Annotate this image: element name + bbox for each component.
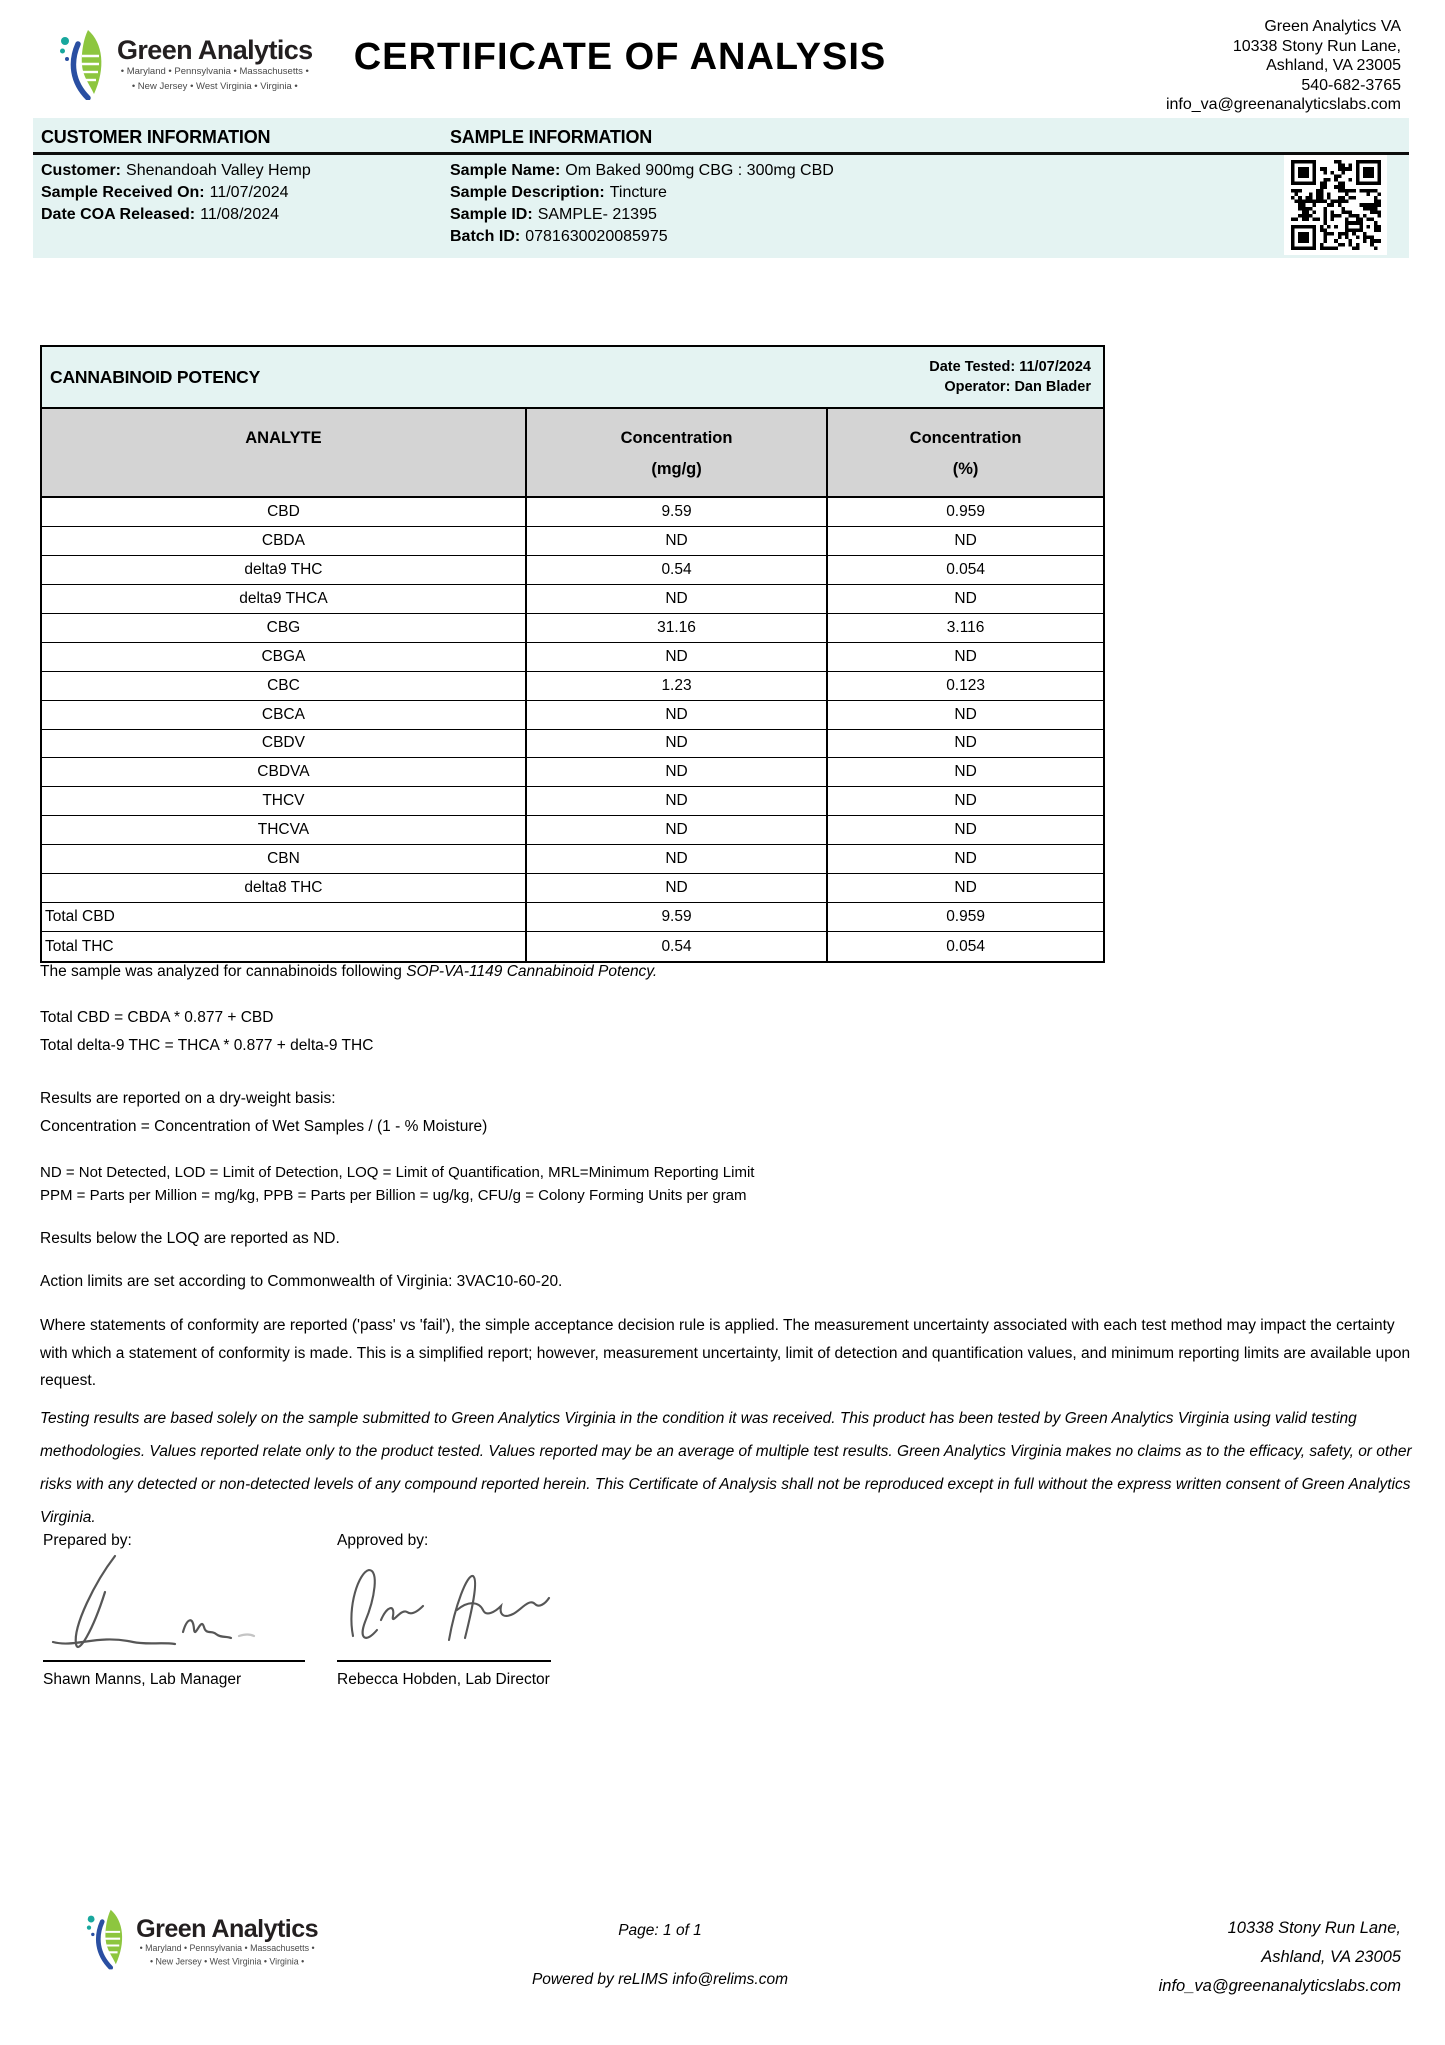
analyte-cell: CBC	[42, 672, 527, 700]
table-row	[42, 701, 1103, 730]
concentration-pct-cell: ND	[954, 647, 977, 665]
concentration-pct-cell: ND	[954, 589, 977, 607]
field-label: Sample Received On:	[41, 184, 205, 201]
potency-table-header	[42, 347, 1103, 409]
concentration-mg-cell: 31.16	[527, 614, 828, 642]
customer-info-heading: CUSTOMER INFORMATION	[41, 127, 271, 147]
concentration-pct-cell: 3.116	[946, 618, 985, 636]
concentration-pct-cell: ND	[954, 763, 977, 781]
field-label: Date COA Released:	[41, 206, 196, 223]
dna-leaf-logo-icon	[85, 1908, 130, 1969]
approved-by-label: Approved by:	[337, 1532, 429, 1549]
approved-by-block	[337, 1532, 551, 1689]
table-row	[42, 643, 1103, 672]
column-header-text: Concentration	[909, 429, 1022, 447]
sample-field	[450, 182, 834, 204]
concentration-mg-cell: 1.23	[527, 672, 828, 700]
field-label: Customer:	[41, 162, 122, 179]
column-header-analyte: ANALYTE	[42, 409, 527, 496]
table-row	[42, 758, 1103, 787]
customer-field	[41, 204, 450, 226]
operator-value: Dan Blader	[1014, 379, 1091, 395]
signature-shawn-manns-icon	[43, 1552, 283, 1660]
column-header-concentration-mg	[527, 409, 828, 496]
total-formulas	[40, 1004, 1412, 1060]
field-value: 11/07/2024	[209, 184, 289, 201]
action-limits-note: Action limits are set according to Commonwealth of Virginia: 3VAC10-60-20.	[40, 1273, 563, 1290]
dry-weight-line2: Concentration = Concentration of Wet Samples / (1 - % Moisture)	[40, 1118, 488, 1135]
concentration-pct-cell: ND	[954, 531, 977, 549]
analyte-cell: CBCA	[42, 701, 527, 729]
dna-leaf-logo-icon	[58, 28, 110, 100]
table-row	[42, 903, 1103, 932]
total-thc-formula: Total delta-9 THC = THCA * 0.877 + delta-9 THC	[40, 1037, 374, 1054]
prepared-by-signature	[43, 1550, 305, 1660]
date-tested-line	[929, 357, 1091, 377]
table-row	[42, 932, 1103, 961]
potency-test-meta	[929, 357, 1091, 397]
method-sop-reference: SOP-VA-1149 Cannabinoid Potency.	[406, 963, 658, 980]
prepared-by-label: Prepared by:	[43, 1532, 132, 1549]
sample-field	[450, 226, 834, 248]
abbreviations-line2: PPM = Parts per Million = mg/kg, PPB = Parts per Billion = ug/kg, CFU/g = Colony Forming Units per gram	[40, 1186, 747, 1204]
lab-phone: 540-682-3765	[1301, 76, 1401, 94]
concentration-mg-cell: 9.59	[527, 498, 828, 526]
logo-regions-line2: • New Jersey • West Virginia • Virginia •	[131, 80, 298, 92]
lab-email: info_va@greenanalyticslabs.com	[1165, 96, 1401, 113]
analyte-cell: CBDV	[42, 730, 527, 758]
footer-address-line1: 10338 Stony Run Lane,	[1227, 1919, 1401, 1937]
footer-center	[420, 1922, 900, 1989]
concentration-pct-cell: ND	[954, 705, 977, 723]
analyte-cell: delta9 THCA	[42, 585, 527, 613]
field-label: Sample Name:	[450, 162, 561, 179]
table-row	[42, 527, 1103, 556]
table-row	[42, 845, 1103, 874]
field-value: Om Baked 900mg CBG : 300mg CBD	[565, 162, 834, 179]
field-value: Tincture	[609, 184, 667, 201]
logo-regions-line1: • Maryland • Pennsylvania • Massachusetts •	[139, 1943, 315, 1954]
analyte-cell: Total CBD	[42, 903, 527, 931]
dry-weight-note	[40, 1085, 1412, 1141]
concentration-mg-cell: 0.54	[527, 932, 828, 961]
table-row	[42, 585, 1103, 614]
analyte-cell: CBG	[42, 614, 527, 642]
customer-info-fields	[41, 160, 450, 248]
field-label: Batch ID:	[450, 228, 521, 245]
concentration-mg-cell: 0.54	[527, 556, 828, 584]
qr-code	[1284, 155, 1387, 255]
approved-by-signature	[337, 1550, 551, 1660]
concentration-mg-cell: 9.59	[527, 903, 828, 931]
table-row	[42, 672, 1103, 701]
footer-email: info_va@greenanalyticslabs.com	[1158, 1977, 1401, 1995]
concentration-mg-cell: ND	[527, 701, 828, 729]
customer-field	[41, 182, 450, 204]
analyte-cell: CBN	[42, 845, 527, 873]
footer-address-line2: Ashland, VA 23005	[1261, 1948, 1401, 1966]
conformity-statement: Where statements of conformity are reported ('pass' vs 'fail'), the simple acceptance decision rule is applied. The measurement uncertainty associated with each test method may impact the certainty with which a statement of conformity is made. This is a simplified report; however, measurement uncertainty, limit of detection and quantification values, and minimum reporting limits are available upon request.	[40, 1317, 1411, 1389]
signature-line	[43, 1660, 305, 1662]
field-label: Sample Description:	[450, 184, 605, 201]
column-header-concentration-pct	[828, 409, 1103, 496]
sample-info-fields	[450, 160, 834, 248]
abbreviations-line1: ND = Not Detected, LOD = Limit of Detection, LOQ = Limit of Quantification, MRL=Minimum Reporting Limit	[40, 1164, 755, 1181]
field-value: 11/08/2024	[200, 206, 280, 223]
potency-section-title: CANNABINOID POTENCY	[50, 366, 261, 387]
lab-address-block	[1166, 17, 1401, 115]
sample-field	[450, 160, 834, 182]
concentration-pct-cell: ND	[954, 879, 977, 897]
concentration-mg-cell: ND	[527, 787, 828, 815]
analyte-cell: CBDA	[42, 527, 527, 555]
logo-regions-line2: • New Jersey • West Virginia • Virginia •	[149, 1956, 305, 1968]
potency-table-body	[42, 498, 1103, 961]
lab-name: Green Analytics VA	[1264, 18, 1401, 35]
concentration-mg-cell: ND	[527, 816, 828, 844]
concentration-mg-cell: ND	[527, 730, 828, 758]
field-value: Shenandoah Valley Hemp	[126, 162, 311, 179]
concentration-pct-cell: 0.959	[946, 502, 985, 520]
concentration-mg-cell: ND	[527, 758, 828, 786]
column-header-text: Concentration	[620, 429, 733, 447]
table-row	[42, 874, 1103, 903]
customer-field	[41, 160, 450, 182]
operator-label: Operator:	[944, 379, 1011, 395]
analyte-cell: CBD	[42, 498, 527, 526]
lab-address-line2: Ashland, VA 23005	[1266, 57, 1401, 74]
field-value: 0781630020085975	[525, 228, 668, 245]
method-note-prefix: The sample was analyzed for cannabinoids following	[40, 963, 407, 980]
footer-lab-logo	[85, 1908, 318, 1969]
column-header-unit: (mg/g)	[651, 460, 702, 478]
analyte-cell: CBDVA	[42, 758, 527, 786]
date-tested-label: Date Tested:	[929, 359, 1016, 375]
column-header-unit: (%)	[952, 460, 979, 478]
signature-line	[337, 1660, 551, 1662]
prepared-by-block	[43, 1532, 305, 1689]
analyte-cell: delta9 THC	[42, 556, 527, 584]
date-tested-value: 11/07/2024	[1019, 359, 1091, 375]
concentration-mg-cell: ND	[527, 845, 828, 873]
total-cbd-formula: Total CBD = CBDA * 0.877 + CBD	[40, 1009, 274, 1026]
table-row	[42, 614, 1103, 643]
analyte-cell: THCV	[42, 787, 527, 815]
concentration-pct-cell: 0.959	[946, 908, 985, 926]
footer-address-block	[1159, 1914, 1401, 2001]
cannabinoid-potency-table	[40, 345, 1105, 963]
table-row	[42, 816, 1103, 845]
concentration-pct-cell: 0.054	[946, 937, 985, 955]
table-row	[42, 730, 1103, 759]
analyte-cell: delta8 THC	[42, 874, 527, 902]
approved-by-name: Rebecca Hobden, Lab Director	[337, 1671, 550, 1688]
operator-line	[929, 377, 1091, 397]
dry-weight-line1: Results are reported on a dry-weight basis:	[40, 1090, 336, 1107]
logo-company-name: Green Analytics	[117, 35, 313, 65]
sample-info-heading: SAMPLE INFORMATION	[450, 127, 653, 147]
loq-note: Results below the LOQ are reported as ND.	[40, 1230, 340, 1247]
logo-regions-line1: • Maryland • Pennsylvania • Massachusetts •	[120, 66, 309, 77]
concentration-mg-cell: ND	[527, 874, 828, 902]
method-note	[40, 961, 1412, 983]
sample-field	[450, 204, 834, 226]
powered-by: Powered by reLIMS info@relims.com	[531, 1971, 789, 1988]
concentration-mg-cell: ND	[527, 527, 828, 555]
signature-rebecca-hobden-icon	[337, 1552, 551, 1660]
logo-company-name: Green Analytics	[136, 1914, 319, 1943]
table-row	[42, 556, 1103, 585]
concentration-pct-cell: ND	[954, 850, 977, 868]
document-title: CERTIFICATE OF ANALYSIS	[353, 36, 887, 78]
concentration-pct-cell: ND	[954, 821, 977, 839]
concentration-mg-cell: ND	[527, 643, 828, 671]
info-panel-body	[33, 155, 1409, 248]
analyte-cell: THCVA	[42, 816, 527, 844]
table-row	[42, 787, 1103, 816]
analyte-cell: CBGA	[42, 643, 527, 671]
analyte-cell: Total THC	[42, 932, 527, 961]
prepared-by-name: Shawn Manns, Lab Manager	[43, 1671, 242, 1688]
info-panel	[33, 118, 1409, 258]
page-number: Page: 1 of 1	[618, 1922, 702, 1939]
concentration-mg-cell: ND	[527, 585, 828, 613]
lab-address-line1: 10338 Stony Run Lane,	[1232, 37, 1401, 55]
concentration-pct-cell: ND	[954, 734, 977, 752]
field-label: Sample ID:	[450, 206, 533, 223]
table-row	[42, 498, 1103, 527]
legal-disclaimer: Testing results are based solely on the sample submitted to Green Analytics Virginia in the condition it was received. This product has been tested by Green Analytics Virginia using valid testing methodologies. Values reported relate only to the product tested. Values reported may be an average of multiple test results. Green Analytics Virginia makes no claims as to the efficacy, safety, or other risks with any detected or non-detected levels of any compound reported herein. This Certificate of Analysis shall not be reproduced except in full without the express written consent of Green Analytics Virginia.	[40, 1410, 1412, 1526]
concentration-pct-cell: 0.054	[946, 560, 985, 578]
potency-column-headers	[42, 409, 1103, 498]
abbreviations-note	[40, 1162, 1412, 1207]
concentration-pct-cell: 0.123	[946, 676, 985, 694]
info-panel-headings	[33, 118, 1409, 155]
concentration-pct-cell: ND	[954, 792, 977, 810]
field-value: SAMPLE- 21395	[537, 206, 657, 223]
